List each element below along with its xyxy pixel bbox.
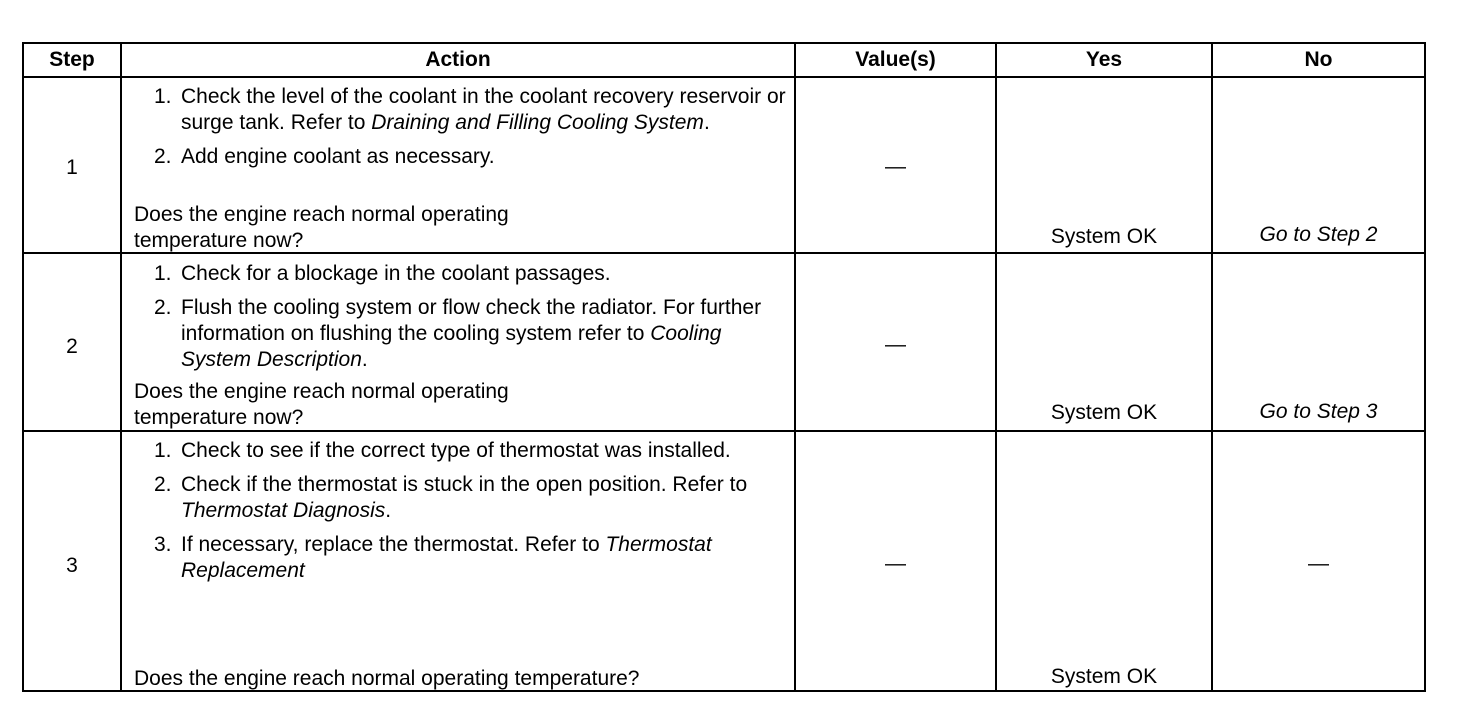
list-item-number: 1. <box>154 439 172 462</box>
list-item-text: Check if the thermostat is stuck in the open position. Refer to <box>181 473 748 496</box>
column-divider <box>794 44 796 690</box>
list-item-text: Flush the cooling system or flow check the radiator. For further information on flushing the cooling system refer to <box>181 296 762 345</box>
value-cell: — <box>885 552 906 575</box>
yes-cell: System OK <box>1050 225 1158 248</box>
question-text: Does the engine reach normal operating temperature now? <box>134 203 509 252</box>
yes-cell: System OK <box>1050 401 1158 424</box>
list-item <box>124 84 789 136</box>
question-text: Does the engine reach normal operating temperature? <box>134 667 640 690</box>
list-item <box>124 438 789 464</box>
action-cell <box>124 261 789 381</box>
question-text: Does the engine reach normal operating temperature now? <box>134 380 509 429</box>
diagnostic-table <box>22 42 1426 692</box>
list-item-number: 1. <box>154 85 172 108</box>
list-item <box>124 261 789 287</box>
list-item-suffix: . <box>361 348 368 371</box>
list-item-text: Check the level of the coolant in the coolant recovery reservoir or surge tank. Refer to <box>181 85 786 134</box>
action-list <box>124 84 789 170</box>
list-item-number: 3. <box>154 533 172 556</box>
header-step: Step <box>49 48 95 71</box>
step-number: 3 <box>66 554 78 577</box>
list-item-suffix: . <box>703 111 710 134</box>
reference-link[interactable]: Thermostat Replacement <box>181 533 712 582</box>
list-item-text: If necessary, replace the thermostat. Refer to <box>181 533 606 556</box>
list-item-suffix: . <box>385 499 392 522</box>
list-item-number: 2. <box>154 145 172 168</box>
list-item <box>124 144 789 170</box>
list-item <box>124 472 789 524</box>
row-divider <box>24 76 1424 78</box>
list-item-text: Add engine coolant as necessary. <box>181 145 495 168</box>
no-cell[interactable]: Go to Step 2 <box>1259 223 1378 246</box>
column-divider <box>120 44 122 690</box>
list-item-number: 2. <box>154 473 172 496</box>
list-item <box>124 532 789 584</box>
list-item-number: 1. <box>154 262 172 285</box>
header-yes: Yes <box>1085 48 1123 71</box>
action-cell <box>124 84 789 178</box>
list-item-number: 2. <box>154 296 172 319</box>
reference-link[interactable]: Draining and Filling Cooling System <box>371 111 704 134</box>
list-item-text: Check to see if the correct type of thermostat was installed. <box>181 439 731 462</box>
column-divider <box>1211 44 1213 690</box>
no-cell: — <box>1308 552 1329 575</box>
value-cell: — <box>885 333 906 356</box>
step-number: 2 <box>66 335 78 358</box>
action-list <box>124 438 789 584</box>
list-item-text: Check for a blockage in the coolant passages. <box>181 262 611 285</box>
no-cell[interactable]: Go to Step 3 <box>1259 400 1378 423</box>
header-no: No <box>1304 48 1333 71</box>
list-item <box>124 295 789 373</box>
action-list <box>124 261 789 373</box>
step-number: 1 <box>66 156 78 179</box>
header-action: Action <box>425 48 491 71</box>
action-cell <box>124 438 789 592</box>
value-cell: — <box>885 155 906 178</box>
header-values: Value(s) <box>855 48 936 71</box>
reference-link[interactable]: Cooling System Description <box>181 322 722 371</box>
column-divider <box>995 44 997 690</box>
yes-cell: System OK <box>1050 665 1158 688</box>
reference-link[interactable]: Thermostat Diagnosis <box>181 499 386 522</box>
